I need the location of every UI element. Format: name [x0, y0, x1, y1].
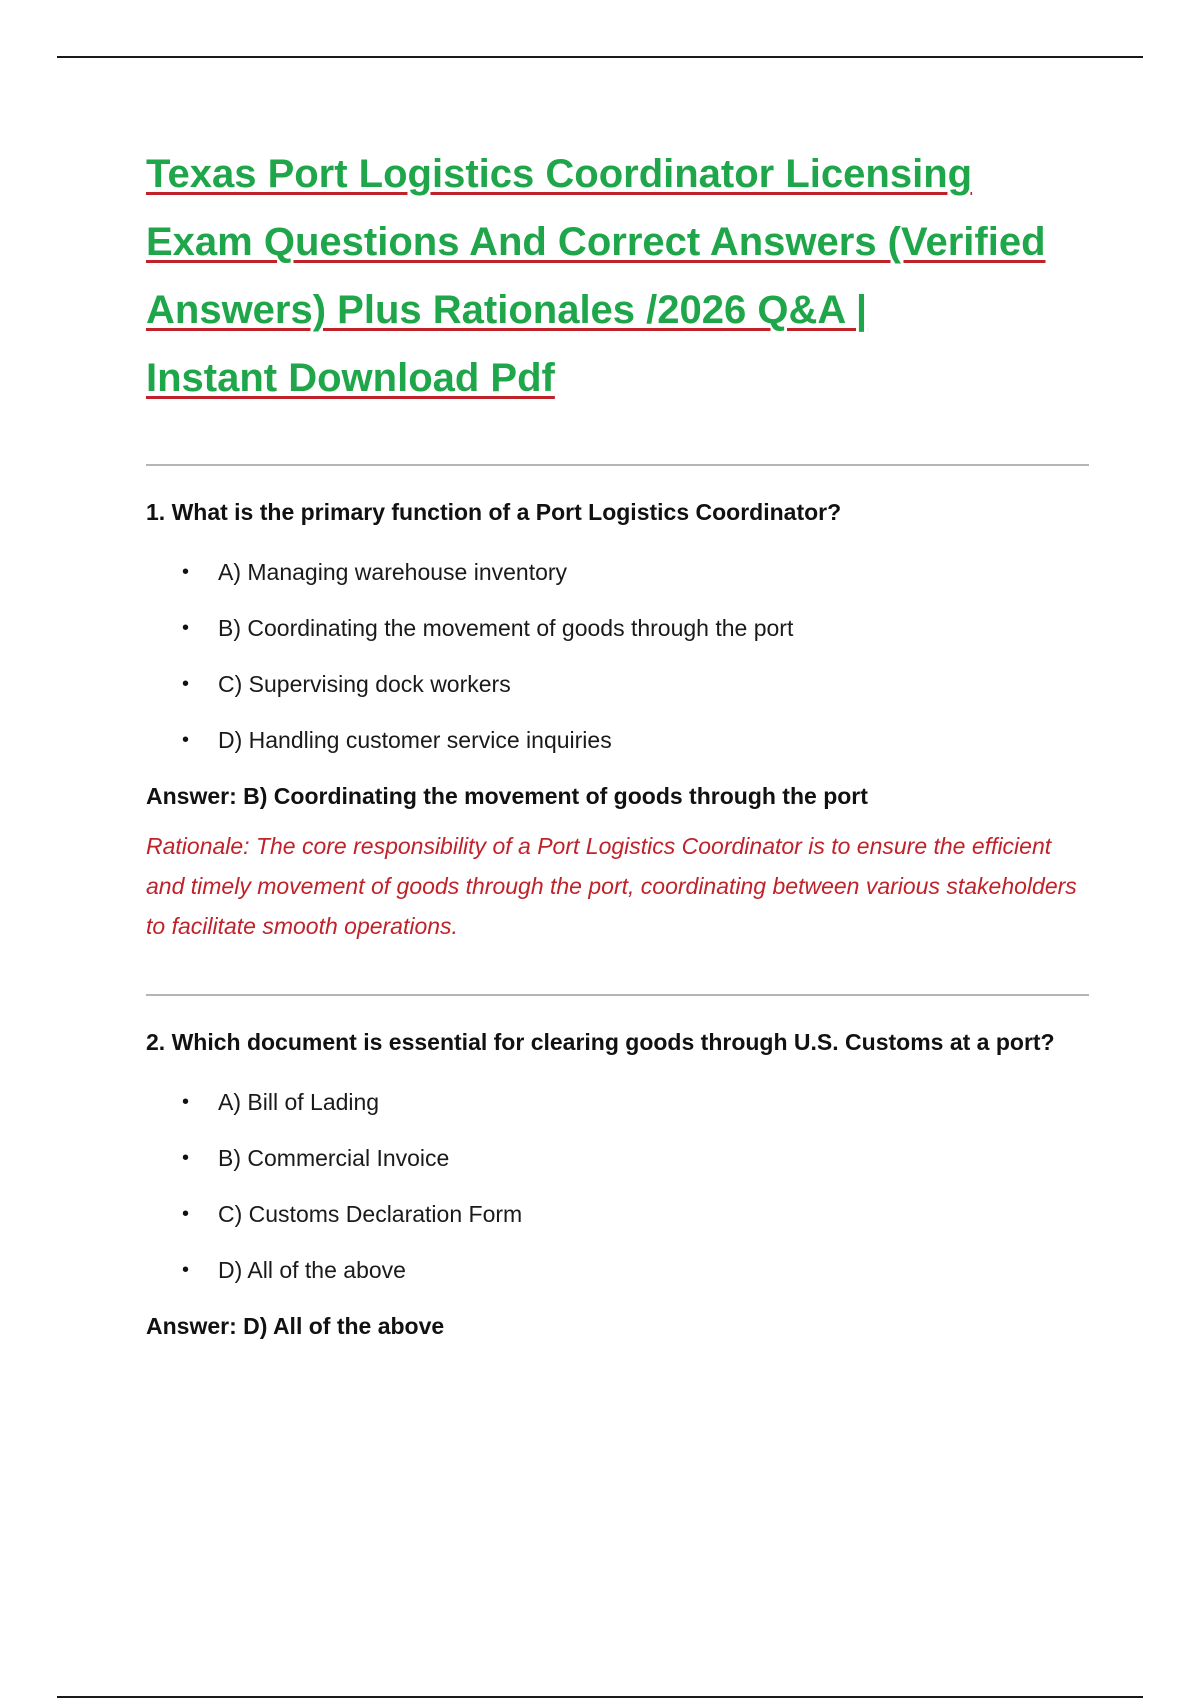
question-block-2 [146, 1022, 1089, 1346]
option-b: • B) Commercial Invoice [146, 1130, 1089, 1186]
answer-options [146, 544, 1089, 768]
rationale-text: Rationale: The core responsibility of a Port Logistics Coordinator is to ensure the efficient and timely movement of goods through the port, coordinating between various stakeholders to facilitate smooth operations. [146, 833, 1077, 939]
document-body [146, 140, 1089, 1346]
option-d: • D) All of the above [146, 1242, 1089, 1298]
question-text: 1. What is the primary function of a Port Logistics Coordinator? [146, 499, 842, 525]
title-line-3: Answers) Plus Rationales /2026 Q&A | [146, 288, 868, 332]
correct-answer: Answer: D) All of the above [146, 1313, 445, 1339]
question-block-1 [146, 492, 1089, 946]
title-line-2: Exam Questions And Correct Answers (Verified [146, 220, 1046, 264]
section-divider [146, 464, 1089, 466]
option-d: • D) Handling customer service inquiries [146, 712, 1089, 768]
answer-options [146, 1074, 1089, 1298]
page-bottom-rule [57, 1696, 1143, 1698]
title-line-1: Texas Port Logistics Coordinator Licensing [146, 152, 973, 196]
section-divider [146, 994, 1089, 996]
option-c: • C) Supervising dock workers [146, 656, 1089, 712]
option-a: • A) Bill of Lading [146, 1074, 1089, 1130]
page-top-rule [57, 56, 1143, 58]
correct-answer: Answer: B) Coordinating the movement of goods through the port [146, 783, 868, 809]
title-line-4: Instant Download Pdf [146, 356, 555, 400]
option-c: • C) Customs Declaration Form [146, 1186, 1089, 1242]
document-title [146, 140, 1089, 412]
question-text: 2. Which document is essential for clearing goods through U.S. Customs at a port? [146, 1029, 1055, 1055]
option-b: • B) Coordinating the movement of goods through the port [146, 600, 1089, 656]
option-a: • A) Managing warehouse inventory [146, 544, 1089, 600]
